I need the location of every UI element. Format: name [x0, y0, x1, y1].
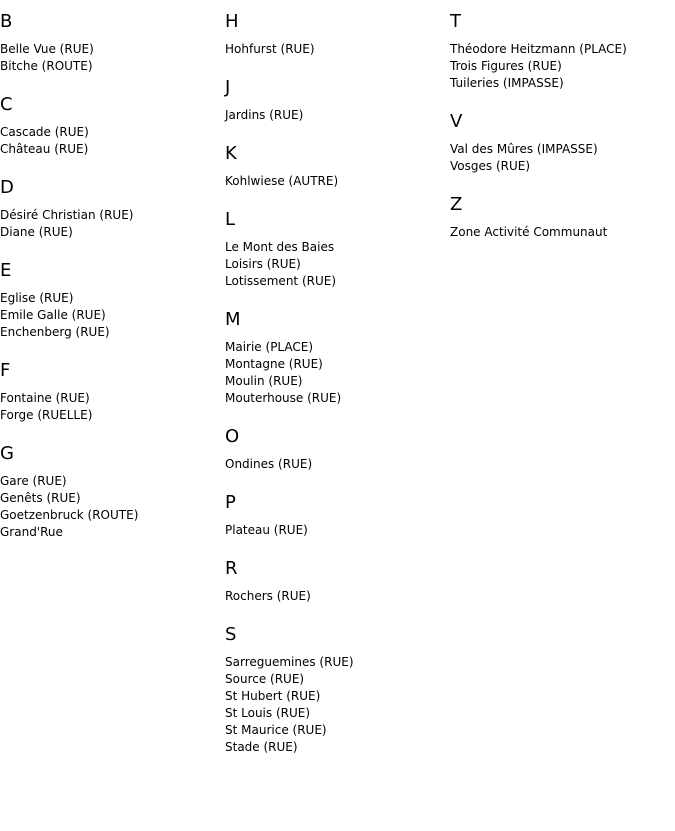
street-link[interactable]: St Hubert (RUE) — [225, 689, 321, 703]
street-link[interactable]: Gare (RUE) — [0, 474, 67, 488]
street-link[interactable]: Vosges (RUE) — [450, 159, 531, 173]
street-link[interactable]: Eglise (RUE) — [0, 291, 74, 305]
street-list — [225, 107, 440, 124]
street-link[interactable]: Mairie (PLACE) — [225, 340, 314, 354]
street-link[interactable]: Bitche (ROUTE) — [0, 59, 93, 73]
letter-group — [225, 11, 440, 58]
street-list — [450, 224, 675, 241]
street-list — [225, 173, 440, 190]
letter-heading: S — [225, 624, 237, 645]
street-list — [0, 390, 215, 424]
street-list — [450, 41, 675, 92]
letter-heading: P — [225, 492, 236, 513]
street-link[interactable]: Enchenberg (RUE) — [0, 325, 110, 339]
street-link[interactable]: Fontaine (RUE) — [0, 391, 90, 405]
street-list — [0, 41, 215, 75]
street-link[interactable]: St Louis (RUE) — [225, 706, 311, 720]
street-index-column-1 — [0, 11, 215, 560]
letter-heading: Z — [450, 194, 463, 215]
letter-group — [450, 194, 675, 241]
letter-heading: O — [225, 426, 240, 447]
street-link[interactable]: Montagne (RUE) — [225, 357, 323, 371]
letter-heading: E — [0, 260, 12, 281]
letter-group — [0, 260, 215, 341]
letter-heading: L — [225, 209, 236, 230]
street-link[interactable]: Plateau (RUE) — [225, 523, 308, 537]
street-list — [0, 473, 215, 541]
street-link[interactable]: Loisirs (RUE) — [225, 257, 301, 271]
street-link[interactable]: Emile Galle (RUE) — [0, 308, 106, 322]
street-link[interactable]: Cascade (RUE) — [0, 125, 89, 139]
street-list — [225, 588, 440, 605]
street-link[interactable]: Source (RUE) — [225, 672, 305, 686]
street-link[interactable]: Belle Vue (RUE) — [0, 42, 94, 56]
letter-heading: C — [0, 94, 13, 115]
letter-group — [225, 624, 440, 756]
street-link[interactable]: Diane (RUE) — [0, 225, 73, 239]
street-link[interactable]: Rochers (RUE) — [225, 589, 311, 603]
letter-heading: H — [225, 11, 239, 32]
street-link[interactable]: Château (RUE) — [0, 142, 89, 156]
street-list — [450, 141, 675, 175]
letter-group — [225, 143, 440, 190]
street-link[interactable]: Désiré Christian (RUE) — [0, 208, 134, 222]
street-index-column-3 — [450, 11, 675, 260]
street-link[interactable]: Zone Activité Communaut — [450, 225, 608, 239]
street-link[interactable]: Moulin (RUE) — [225, 374, 303, 388]
letter-group — [225, 558, 440, 605]
street-list — [225, 456, 440, 473]
letter-group — [225, 77, 440, 124]
letter-heading: T — [450, 11, 461, 32]
street-link[interactable]: Le Mont des Baies — [225, 240, 335, 254]
letter-heading: J — [225, 77, 231, 98]
street-link[interactable]: Jardins (RUE) — [225, 108, 304, 122]
letter-group — [0, 443, 215, 541]
street-link[interactable]: Hohfurst (RUE) — [225, 42, 315, 56]
letter-group — [225, 209, 440, 290]
street-list — [0, 290, 215, 341]
letter-group — [0, 177, 215, 241]
street-link[interactable]: Tuileries (IMPASSE) — [450, 76, 564, 90]
street-link[interactable]: Mouterhouse (RUE) — [225, 391, 342, 405]
street-list — [225, 522, 440, 539]
street-link[interactable]: Goetzenbruck (ROUTE) — [0, 508, 139, 522]
letter-group — [450, 111, 675, 175]
street-index-column-2 — [225, 11, 440, 775]
letter-heading: M — [225, 309, 241, 330]
letter-heading: B — [0, 11, 13, 32]
street-link[interactable]: Stade (RUE) — [225, 740, 298, 754]
letter-group — [225, 426, 440, 473]
street-link[interactable]: Trois Figures (RUE) — [450, 59, 562, 73]
letter-heading: F — [0, 360, 11, 381]
letter-heading: V — [450, 111, 463, 132]
letter-group — [0, 360, 215, 424]
street-link[interactable]: Grand'Rue — [0, 525, 63, 539]
street-link[interactable]: Kohlwiese (AUTRE) — [225, 174, 339, 188]
street-link[interactable]: Lotissement (RUE) — [225, 274, 337, 288]
letter-group — [450, 11, 675, 92]
letter-heading: G — [0, 443, 14, 464]
street-link[interactable]: Genêts (RUE) — [0, 491, 81, 505]
letter-group — [0, 94, 215, 158]
street-list — [225, 41, 440, 58]
letter-heading: R — [225, 558, 238, 579]
street-list — [0, 207, 215, 241]
street-list — [0, 124, 215, 158]
street-link[interactable]: St Maurice (RUE) — [225, 723, 327, 737]
street-link[interactable]: Forge (RUELLE) — [0, 408, 93, 422]
letter-group — [0, 11, 215, 75]
letter-heading: D — [0, 177, 14, 198]
street-link[interactable]: Ondines (RUE) — [225, 457, 313, 471]
street-link[interactable]: Sarreguemines (RUE) — [225, 655, 354, 669]
street-list — [225, 239, 440, 290]
street-link[interactable]: Théodore Heitzmann (PLACE) — [450, 42, 627, 56]
street-list — [225, 339, 440, 407]
letter-heading: K — [225, 143, 237, 164]
letter-group — [225, 309, 440, 407]
letter-group — [225, 492, 440, 539]
street-list — [225, 654, 440, 756]
street-link[interactable]: Val des Mûres (IMPASSE) — [450, 142, 598, 156]
